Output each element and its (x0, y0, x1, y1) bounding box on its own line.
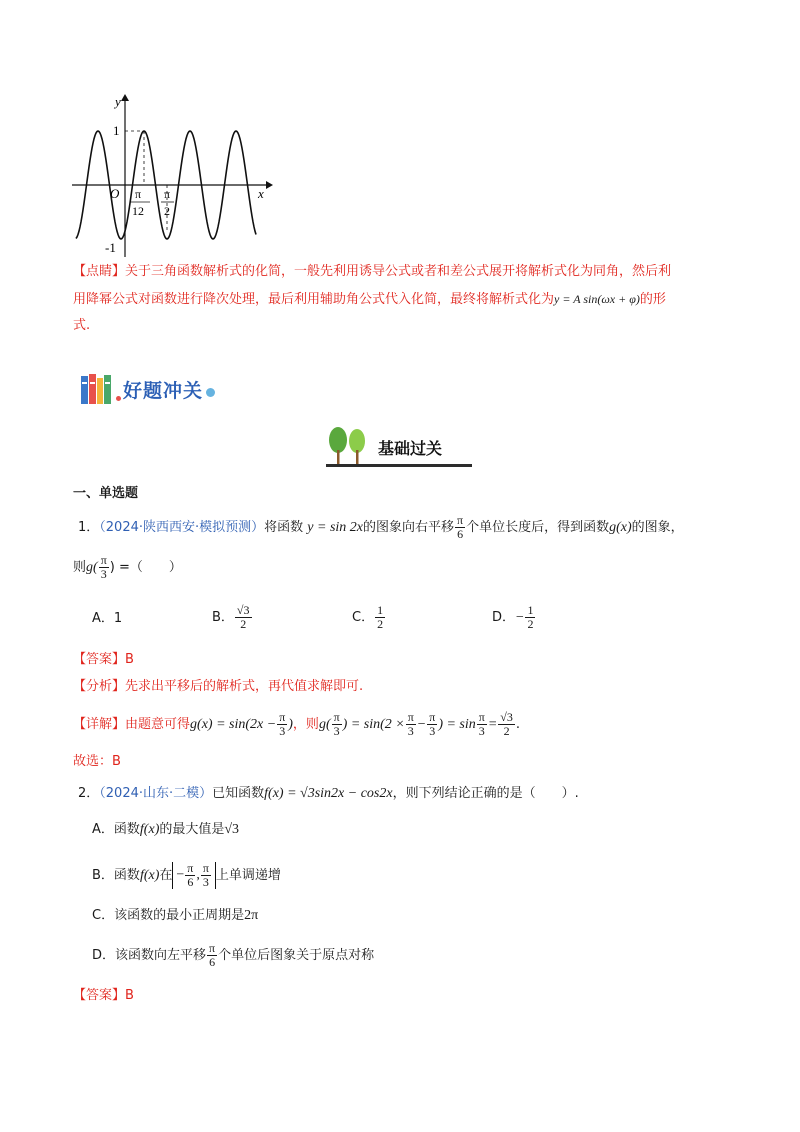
dianjing-text-2: 用降幂公式对函数进行降次处理，最后利用辅助角公式代入化简，最终将解析式化为 (73, 292, 555, 307)
q1-detail-f2b: ) = sin(2 × (342, 717, 405, 732)
q1-ask (73, 552, 182, 584)
tick-x1-num: π (135, 187, 142, 201)
q1-detail-f1-den: 3 (279, 724, 286, 738)
q1-detail-frac-3 (427, 711, 437, 738)
x-axis-label: x (258, 186, 264, 201)
q1-option-b-label: B． (212, 610, 234, 625)
trees-icon (326, 424, 372, 468)
q1-ask-suffix: ) =（ ） (109, 560, 182, 575)
q1-option-b-den: 2 (240, 617, 247, 631)
q1-option-c-den: 2 (377, 617, 384, 631)
q2-option-b-l-num: π (187, 861, 194, 875)
q2-option-b-fx: f(x) (139, 868, 160, 883)
dianjing-text-1: 关于三角函数解析式的化简，一般先利用诱导公式或者和差公式展开将解析式化为同角，然后利 (125, 264, 672, 279)
q1-option-d-den: 2 (527, 617, 534, 631)
q2-option-c[interactable] (92, 906, 258, 926)
q1-ask-den: 3 (100, 567, 107, 581)
y-axis-label: y (115, 94, 121, 109)
q2-option-a-text: 函数 (113, 822, 140, 837)
q1-ask-num: π (100, 553, 107, 567)
q1-analysis-text: 先求出平移后的解析式，再代值求解即可. (125, 679, 364, 694)
q2-number: 2． (78, 786, 100, 801)
basic-title: 基础过关 (378, 439, 443, 458)
q2-option-b-in: 在 (159, 868, 173, 883)
q1-text-b: 的图象向右平移 (363, 520, 455, 535)
tick-x2-den: 2 (164, 204, 170, 218)
q2-option-c-label: C． (92, 908, 115, 923)
q2-option-a-fx: f(x) (139, 822, 160, 837)
q1-detail-frac-1 (332, 711, 342, 738)
q1-detail-mid: ，则 (292, 717, 319, 732)
q1-detail-f2a: g( (318, 717, 331, 732)
q1-detail-frac-1-den: 3 (333, 724, 340, 738)
q1-func: y = sin 2x (307, 520, 364, 535)
q2-answer-value: B (125, 988, 134, 1003)
q1-option-d-frac (525, 604, 535, 631)
section-heading: 一、单选题 (73, 486, 139, 501)
q1-detail-text: 由题意可得 (125, 717, 191, 732)
q1-detail-f2c: − (416, 717, 427, 732)
q1-option-c-label: C． (352, 610, 375, 625)
q1-text-a: 将函数 (264, 520, 304, 535)
q1-option-c-frac (375, 604, 385, 631)
q1-option-c[interactable] (352, 598, 386, 638)
tick-y-pos: 1 (113, 123, 120, 138)
q1-detail-frac-3-num: π (429, 710, 436, 724)
q2-option-a-tail: 的最大值是 (159, 822, 225, 837)
q2-option-c-val: 2π (244, 908, 259, 923)
q2-option-d-tail: 个单位后图象关于原点对称 (218, 948, 375, 963)
q1-option-d-num: 1 (527, 603, 534, 617)
dianjing-line-1 (73, 262, 671, 282)
banner-dot-left (116, 396, 121, 401)
q1-stem (78, 511, 684, 545)
q2-option-d[interactable] (92, 936, 374, 976)
q2-option-d-num: π (209, 941, 216, 955)
q1-option-a[interactable] (92, 609, 122, 629)
q1-option-a-value: 1 (113, 611, 123, 626)
q2-option-a-val: √3 (224, 822, 240, 837)
q1-analysis (73, 677, 363, 697)
dianjing-formula: y = A sin(ωx + φ) (554, 292, 640, 306)
q1-detail-frac-4 (477, 711, 487, 738)
q2-option-b-label: B． (92, 868, 114, 883)
q1-analysis-tag: 【分析】 (73, 679, 126, 694)
q1-detail-f1-end: ) (288, 717, 293, 732)
q1-option-a-label: A． (92, 611, 114, 626)
x-axis-arrow (266, 181, 273, 189)
q1-detail-tag: 【详解】 (73, 717, 126, 732)
q1-ask-frac (99, 554, 109, 581)
q1-g-func: g(x) (609, 520, 632, 535)
q1-detail-frac-2-num: π (407, 710, 414, 724)
q2-option-b-text: 函数 (113, 868, 140, 883)
q1-detail-f1-frac (277, 711, 287, 738)
dianjing-text-3: 式. (73, 318, 91, 333)
q1-detail-frac-2 (406, 711, 416, 738)
q2-option-d-frac (207, 942, 217, 969)
q1-detail-frac-3-den: 3 (429, 724, 436, 738)
q1-detail-f2e: = (487, 717, 498, 732)
q2-option-d-label: D． (92, 948, 116, 963)
q1-ask-prefix: 则 (73, 560, 87, 575)
q1-detail-frac-5-num: √3 (500, 710, 513, 724)
dianjing-text-2-end: 的形 (639, 292, 666, 307)
q2-source: （2024·山东·二模） (99, 786, 213, 801)
q1-detail-end: . (515, 717, 521, 732)
q1-text-c: 个单位长度后，得到函数 (466, 520, 610, 535)
q1-detail-frac-1-num: π (333, 710, 340, 724)
section-banner (80, 372, 215, 406)
q1-shift-num: π (457, 513, 464, 527)
y-axis-arrow (121, 94, 129, 101)
banner-dot-right (206, 388, 215, 397)
q1-option-b-frac (235, 604, 252, 631)
origin-label: O (110, 186, 120, 201)
q1-option-c-num: 1 (377, 603, 384, 617)
q1-detail-frac-4-den: 3 (478, 724, 485, 738)
q1-option-d-sign: − (515, 610, 525, 625)
q1-answer-value: B (125, 652, 134, 667)
q2-answer-tag: 【答案】 (73, 988, 126, 1003)
q1-answer-tag: 【答案】 (73, 652, 126, 667)
q2-option-b-r-den: 3 (202, 875, 209, 889)
q2-option-b-tail: 上单调递增 (215, 868, 281, 883)
basic-heading (326, 424, 472, 468)
dianjing-tag: 【点睛】 (73, 264, 126, 279)
q1-detail-frac-5-den: 2 (503, 724, 510, 738)
q2-answer (73, 986, 134, 1006)
q1-ask-g: g( (86, 560, 98, 575)
q1-text-d: 的图象， (631, 520, 684, 535)
q1-detail-f1: g(x) = sin(2x − (190, 717, 277, 732)
dianjing-line-3 (73, 316, 90, 336)
tick-y-neg: -1 (105, 240, 116, 255)
q2-option-c-text: 该函数的最小正周期是 (114, 908, 245, 923)
q2-option-b[interactable] (92, 856, 281, 896)
sine-graph (70, 92, 275, 260)
q2-text-a: 已知函数 (212, 786, 265, 801)
q1-option-b-num: √3 (236, 603, 250, 617)
q1-number: 1． (78, 520, 100, 535)
banner-title: 好题冲关 (123, 379, 204, 402)
books-icon (80, 372, 116, 406)
q1-source: （2024·陕西西安·模拟预测） (99, 520, 265, 535)
tick-x1-den: 12 (132, 204, 144, 218)
q2-func: f(x) = √3sin2x − cos2x (264, 786, 393, 801)
q1-detail-frac-2-den: 3 (407, 724, 414, 738)
q1-detail (73, 706, 520, 744)
q1-choose-label: 故选： (73, 754, 113, 769)
tick-x2-num: π (164, 187, 171, 201)
q2-option-a-label: A． (92, 822, 114, 837)
q1-detail-f2d: ) = sin (438, 717, 476, 732)
q1-shift-den: 6 (457, 527, 464, 541)
q2-text-b: ，则下列结论正确的是（ ）. (392, 786, 579, 801)
q1-detail-f1-num: π (279, 710, 286, 724)
q2-option-d-text: 该函数向左平移 (115, 948, 207, 963)
q1-answer (73, 650, 134, 670)
q1-detail-frac-4-num: π (478, 710, 485, 724)
q1-choose (73, 752, 121, 772)
dianjing-line-2 (73, 289, 666, 310)
q1-shift-frac (455, 514, 465, 541)
q2-stem (78, 784, 579, 804)
q1-detail-frac-5 (498, 711, 515, 738)
q2-option-b-l-den: 6 (187, 875, 194, 889)
q1-option-b[interactable] (212, 598, 253, 638)
q1-choose-value: B (112, 754, 121, 769)
q1-option-d-label: D． (492, 610, 516, 625)
q2-option-d-den: 6 (209, 955, 216, 969)
q2-option-b-r-num: π (202, 861, 209, 875)
basic-underline (326, 464, 472, 467)
q2-option-b-interval: − $\frac{\pi}{6}$ , $\frac{\pi}{3}$ (172, 862, 216, 889)
q2-option-a[interactable] (92, 820, 239, 840)
q1-option-d[interactable] (492, 598, 536, 638)
